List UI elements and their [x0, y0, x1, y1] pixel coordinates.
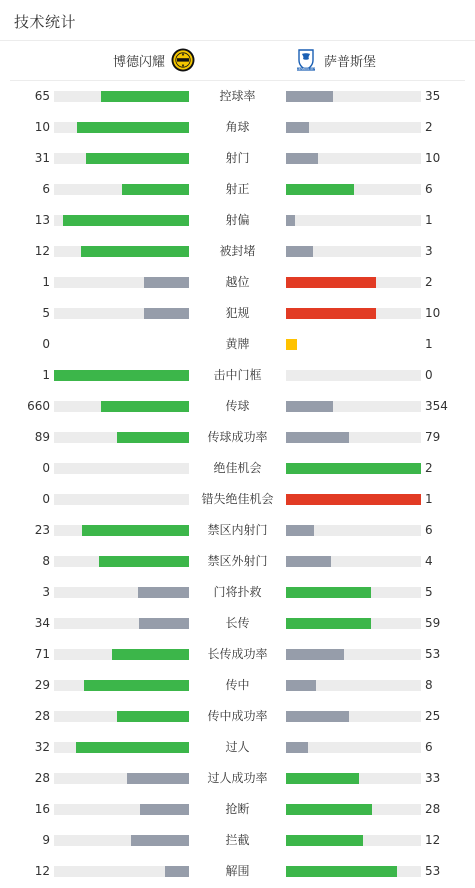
home-stat-value: 12 [34, 864, 50, 878]
page-title: 技术统计 [14, 13, 77, 31]
away-stat-bar [286, 556, 421, 567]
stat-row [0, 267, 475, 298]
home-stat-value: 23 [34, 523, 50, 537]
home-stat-bar-fill [99, 556, 189, 567]
home-stat-value: 13 [34, 213, 50, 227]
stat-row [0, 391, 475, 422]
away-stat-bar [286, 773, 421, 784]
away-stat-value: 35 [425, 89, 441, 103]
away-stat-bar [286, 184, 421, 195]
home-stat-value: 8 [42, 554, 50, 568]
away-stat-bar [286, 494, 421, 505]
home-stat-bar [54, 277, 189, 288]
away-stat-bar-fill [286, 308, 376, 319]
away-stat-bar [286, 463, 421, 474]
away-stat-bar-fill [286, 153, 318, 164]
home-stat-bar-fill [101, 91, 189, 102]
stat-row [0, 174, 475, 205]
away-stat-bar-fill [286, 835, 363, 846]
away-stat-bar-fill [286, 556, 331, 567]
stat-row [0, 856, 475, 887]
away-stat-value: 3 [425, 244, 433, 258]
stat-label: 过人成功率 [207, 771, 268, 785]
stat-row [0, 298, 475, 329]
home-stat-bar [54, 742, 189, 753]
home-stat-value: 0 [42, 461, 50, 475]
home-stat-bar [54, 246, 189, 257]
home-stat-value: 12 [34, 244, 50, 258]
stat-row [0, 484, 475, 515]
home-stat-bar-fill [76, 742, 189, 753]
away-stat-bar-fill [286, 91, 333, 102]
home-stat-bar-fill [117, 711, 189, 722]
home-stat-value: 89 [34, 430, 50, 444]
stat-label: 长传成功率 [207, 647, 268, 661]
stat-label: 射门 [225, 151, 250, 165]
away-stat-bar-fill [286, 122, 309, 133]
away-stat-value: 2 [425, 461, 433, 475]
home-stat-value: 31 [34, 151, 50, 165]
stat-label: 传中成功率 [207, 709, 268, 723]
away-stat-value: 1 [425, 213, 433, 227]
away-stat-bar-fill [286, 184, 354, 195]
away-stat-bar [286, 618, 421, 629]
away-stat-value: 6 [425, 523, 433, 537]
away-stat-bar [286, 804, 421, 815]
stat-label: 解围 [225, 864, 250, 878]
sarpsborg-crest-icon [294, 48, 318, 72]
away-stat-bar-fill [286, 866, 397, 877]
home-team [113, 48, 195, 72]
sarpsborg-crest-text: SARPSBORG 08 FF [295, 68, 317, 71]
away-stat-value: 28 [425, 802, 441, 816]
home-stat-bar-fill [122, 184, 190, 195]
away-stat-value: 79 [425, 430, 441, 444]
away-stat-bar [286, 432, 421, 443]
home-stat-bar [54, 711, 189, 722]
away-stat-bar [286, 122, 421, 133]
home-stat-bar [54, 401, 189, 412]
home-stat-bar [54, 587, 189, 598]
away-stat-bar-fill [286, 804, 372, 815]
stat-row [0, 422, 475, 453]
home-stat-bar-fill [101, 401, 189, 412]
home-stat-value: 3 [42, 585, 50, 599]
home-stat-bar [54, 556, 189, 567]
home-stat-bar [54, 184, 189, 195]
home-stat-value: 71 [34, 647, 50, 661]
away-stat-bar [286, 680, 421, 691]
away-stat-value: 53 [425, 647, 441, 661]
away-stat-value: 2 [425, 120, 433, 134]
stat-label: 绝佳机会 [213, 461, 262, 475]
home-stat-value: 65 [34, 89, 50, 103]
stat-row [0, 81, 475, 112]
away-stat-bar-fill [286, 246, 313, 257]
bodo-glimt-crest-icon [171, 48, 195, 72]
away-stat-bar [286, 587, 421, 598]
home-stat-bar-fill [63, 215, 189, 226]
away-stat-bar-fill [286, 711, 349, 722]
away-stat-bar [286, 308, 421, 319]
away-team-name: 萨普斯堡 [324, 54, 377, 70]
home-stat-value: 0 [42, 337, 50, 351]
stat-label: 禁区内射门 [207, 523, 268, 537]
home-stat-bar-fill [112, 649, 189, 660]
home-stat-bar [54, 835, 189, 846]
stat-label: 禁区外射门 [207, 554, 268, 568]
away-stat-bar [286, 91, 421, 102]
away-stat-bar [286, 649, 421, 660]
away-stat-value: 4 [425, 554, 433, 568]
away-stat-value: 12 [425, 833, 441, 847]
home-stat-value: 34 [34, 616, 50, 630]
away-stat-bar-fill [286, 401, 333, 412]
stat-label: 传中 [225, 678, 250, 692]
home-stat-value: 1 [42, 275, 50, 289]
away-stat-bar-fill [286, 494, 421, 505]
home-stat-bar-fill [144, 308, 189, 319]
stats-list [0, 81, 475, 887]
away-stat-bar-fill [286, 618, 371, 629]
away-stat-bar-fill [286, 339, 297, 350]
stat-row [0, 329, 475, 360]
home-stat-bar [54, 463, 189, 474]
home-stat-bar [54, 153, 189, 164]
home-stat-value: 29 [34, 678, 50, 692]
away-stat-bar [286, 339, 421, 350]
home-stat-bar [54, 804, 189, 815]
home-stat-bar-fill [86, 153, 189, 164]
home-stat-bar-fill [82, 525, 189, 536]
away-stat-value: 5 [425, 585, 433, 599]
away-stat-value: 25 [425, 709, 441, 723]
stat-row [0, 205, 475, 236]
home-stat-bar [54, 91, 189, 102]
home-stat-value: 5 [42, 306, 50, 320]
stat-row [0, 515, 475, 546]
home-stat-value: 16 [34, 802, 50, 816]
away-stat-value: 8 [425, 678, 433, 692]
home-stat-bar-fill [54, 370, 189, 381]
stat-row [0, 794, 475, 825]
stat-label: 控球率 [219, 89, 256, 103]
stat-label: 射偏 [225, 213, 250, 227]
home-stat-bar [54, 773, 189, 784]
away-stat-value: 2 [425, 275, 433, 289]
away-stat-bar-fill [286, 215, 295, 226]
stat-row [0, 546, 475, 577]
away-team [294, 48, 376, 72]
stat-row [0, 143, 475, 174]
home-stat-bar [54, 339, 189, 350]
away-stat-bar [286, 742, 421, 753]
home-stat-bar-fill [138, 587, 189, 598]
stat-row [0, 763, 475, 794]
home-stat-bar [54, 370, 189, 381]
stat-label: 长传 [225, 616, 250, 630]
home-stat-bar-fill [81, 246, 189, 257]
away-stat-value: 0 [425, 368, 433, 382]
stat-row [0, 608, 475, 639]
home-stat-bar [54, 618, 189, 629]
stat-row [0, 670, 475, 701]
stat-label: 门将扑救 [213, 585, 262, 599]
away-stat-bar-fill [286, 587, 371, 598]
home-stat-value: 28 [34, 709, 50, 723]
stat-row [0, 236, 475, 267]
stat-row [0, 577, 475, 608]
home-stat-value: 10 [34, 120, 50, 134]
home-stat-bar-fill [117, 432, 189, 443]
home-stat-value: 32 [34, 740, 50, 754]
away-stat-bar-fill [286, 773, 359, 784]
stat-row [0, 701, 475, 732]
stat-label: 黄牌 [225, 337, 250, 351]
home-stat-value: 6 [42, 182, 50, 196]
home-stat-bar-fill [84, 680, 189, 691]
away-stat-value: 10 [425, 306, 441, 320]
home-stat-bar [54, 215, 189, 226]
stat-row [0, 732, 475, 763]
stat-label: 被封堵 [219, 244, 256, 258]
stat-label: 犯规 [225, 306, 250, 320]
away-stat-bar [286, 711, 421, 722]
away-stat-bar [286, 277, 421, 288]
away-stat-bar-fill [286, 432, 349, 443]
away-stat-bar-fill [286, 463, 421, 474]
away-stat-bar-fill [286, 649, 344, 660]
stat-label: 击中门框 [213, 368, 262, 382]
home-stat-bar [54, 308, 189, 319]
away-stat-bar [286, 153, 421, 164]
stat-label: 过人 [225, 740, 250, 754]
home-stat-bar [54, 866, 189, 877]
away-stat-bar-fill [286, 525, 314, 536]
away-stat-bar-fill [286, 277, 376, 288]
away-stat-value: 10 [425, 151, 441, 165]
home-stat-bar-fill [131, 835, 189, 846]
home-stat-value: 28 [34, 771, 50, 785]
home-stat-bar [54, 494, 189, 505]
away-stat-bar [286, 370, 421, 381]
home-stat-bar-fill [144, 277, 189, 288]
away-stat-value: 33 [425, 771, 441, 785]
stat-row [0, 453, 475, 484]
stat-row [0, 639, 475, 670]
stat-label: 传球成功率 [207, 430, 268, 444]
away-stat-value: 354 [425, 399, 448, 413]
home-stat-value: 1 [42, 368, 50, 382]
home-stat-bar-fill [139, 618, 189, 629]
stat-label: 抢断 [225, 802, 250, 816]
away-stat-value: 1 [425, 337, 433, 351]
stat-label: 越位 [225, 275, 250, 289]
home-stat-value: 660 [27, 399, 50, 413]
away-stat-value: 1 [425, 492, 433, 506]
home-stat-value: 9 [42, 833, 50, 847]
home-stat-value: 0 [42, 492, 50, 506]
away-stat-bar [286, 525, 421, 536]
stat-row [0, 360, 475, 391]
stat-label: 错失绝佳机会 [201, 492, 274, 506]
away-stat-value: 59 [425, 616, 441, 630]
home-stat-bar-fill [140, 804, 189, 815]
away-stat-bar [286, 246, 421, 257]
away-stat-value: 53 [425, 864, 441, 878]
home-stat-bar [54, 649, 189, 660]
stat-row [0, 112, 475, 143]
home-stat-bar [54, 525, 189, 536]
away-stat-bar [286, 835, 421, 846]
home-team-name: 博德闪耀 [113, 54, 166, 70]
away-stat-value: 6 [425, 182, 433, 196]
stat-label: 射正 [225, 182, 250, 196]
stat-label: 传球 [225, 399, 250, 413]
home-stat-bar-fill [127, 773, 189, 784]
away-stat-bar [286, 401, 421, 412]
away-stat-bar-fill [286, 742, 308, 753]
away-stat-value: 6 [425, 740, 433, 754]
home-stat-bar [54, 122, 189, 133]
home-stat-bar [54, 680, 189, 691]
away-stat-bar-fill [286, 680, 316, 691]
stat-label: 拦截 [225, 833, 250, 847]
home-stat-bar [54, 432, 189, 443]
stat-row [0, 825, 475, 856]
stat-label: 角球 [225, 120, 250, 134]
away-stat-bar [286, 215, 421, 226]
home-stat-bar-fill [77, 122, 189, 133]
away-stat-bar [286, 866, 421, 877]
header-divider [0, 40, 475, 41]
